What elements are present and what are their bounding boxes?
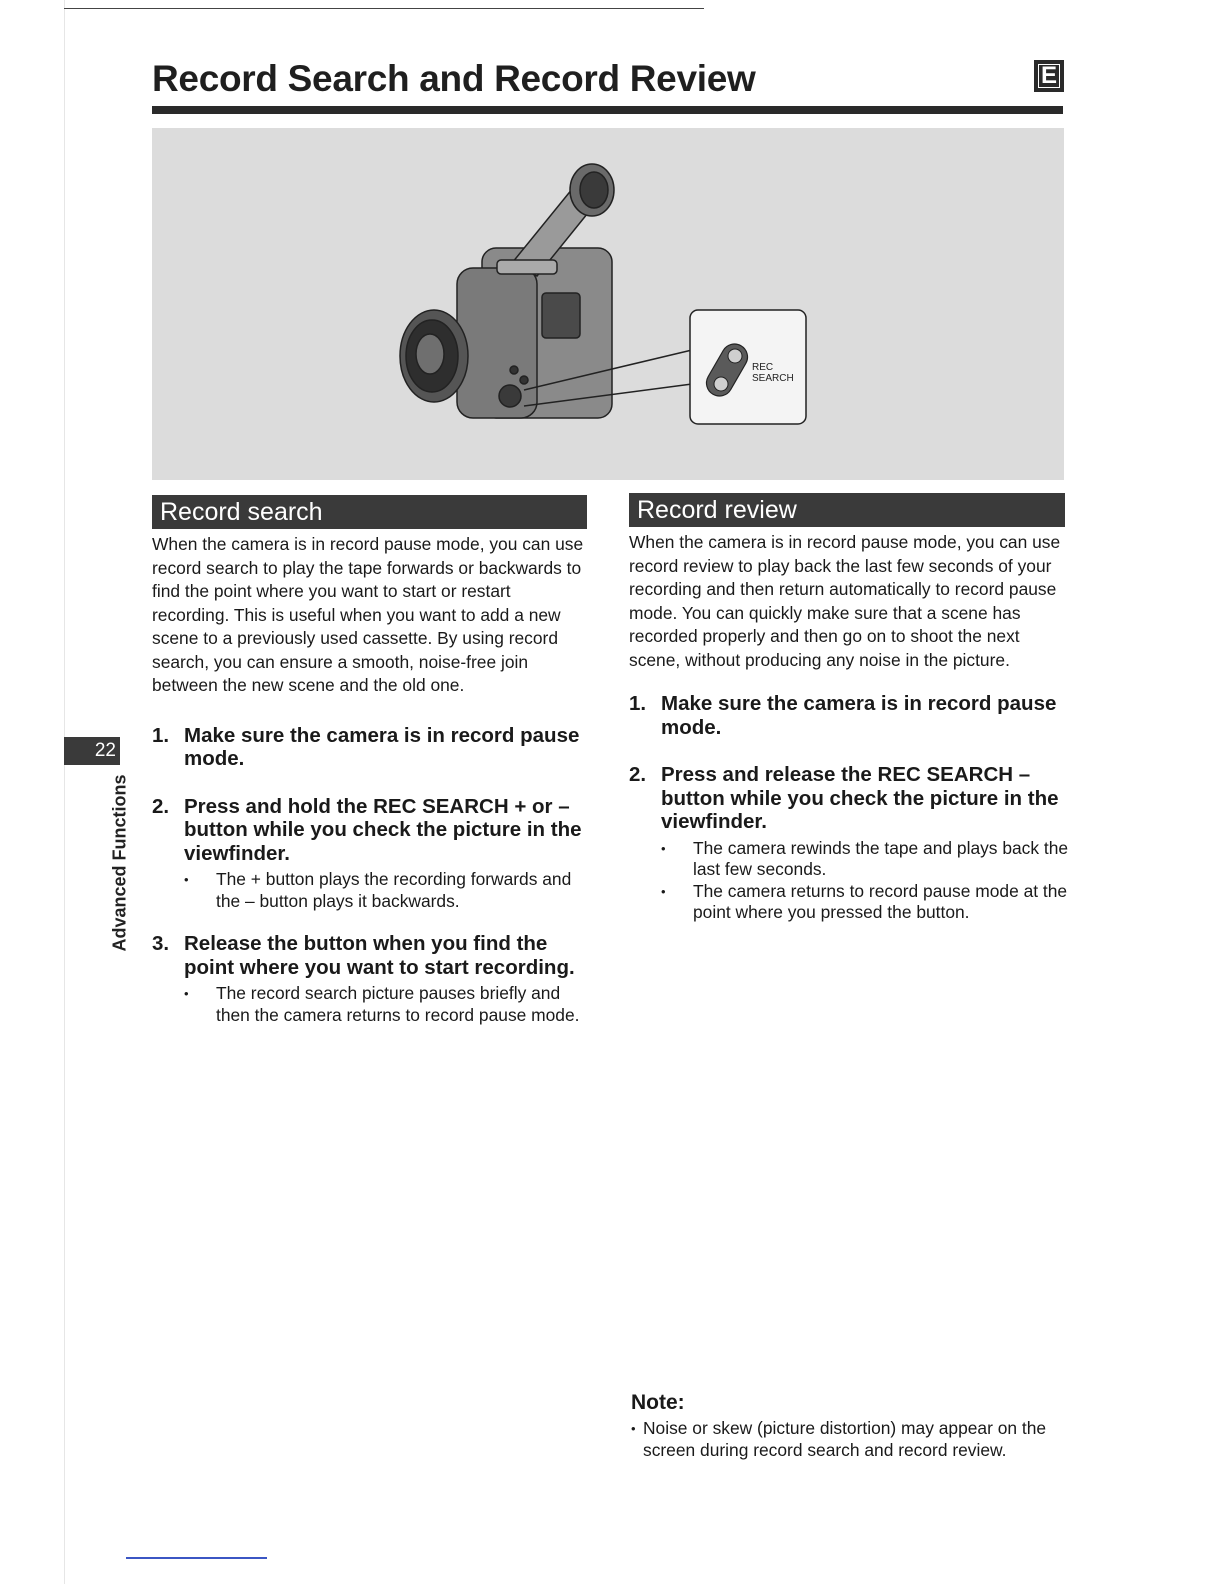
record-review-heading: Record review (629, 493, 1065, 527)
top-rule (64, 8, 704, 9)
record-search-heading: Record search (152, 495, 587, 529)
record-review-intro: When the camera is in record pause mode, you can use record review to play back the last few seconds of your recording and then return automatically to record pause mode. You can quickly make sure that a scene has recorded properly and then go on to shoot the next scene, without producing any noise in the picture. (629, 532, 1061, 670)
step-number: 2. (152, 794, 170, 818)
record-search-column (152, 533, 592, 1026)
list-item (629, 692, 1069, 739)
page-title: Record Search and Record Review (152, 58, 756, 99)
language-badge: E (1034, 60, 1064, 92)
note-bullets (631, 1418, 1071, 1461)
step-number: 2. (629, 763, 647, 786)
bullet-item: • The camera rewinds the tape and plays back the last few seconds. (661, 838, 1069, 881)
step-number: 1. (629, 692, 647, 715)
record-search-intro: When the camera is in record pause mode, you can use record search to play the tape forwards or backwards to find the point where you want to start or restart recording. This is useful when you want to add a new scene to a previously used cassette. By using record search, you can ensure a smooth, noise-free join between the new scene and the old one. (152, 534, 584, 695)
step-bullets (661, 838, 1069, 924)
title-rule (152, 106, 1063, 114)
step-text: Press and hold the REC SEARCH + or – button while you check the picture in the viewfinder. (184, 794, 582, 865)
step-text: Make sure the camera is in record pause mode. (184, 723, 580, 770)
bullet-item: • The + button plays the recording forwards and the – button plays it backwards. (184, 869, 592, 912)
step-text: Press and release the REC SEARCH – button while you check the picture in the viewfinder. (661, 763, 1059, 833)
list-item (152, 932, 592, 1026)
step-bullets (184, 869, 592, 912)
side-section-label (106, 770, 134, 956)
record-search-steps (152, 724, 592, 1027)
bullet-item: • Noise or skew (picture distortion) may appear on the screen during record search and record review. (631, 1418, 1071, 1461)
list-item (629, 763, 1069, 924)
page-number: 22 (64, 737, 120, 765)
camcorder-icon (152, 128, 1064, 480)
bottom-rule (126, 1557, 267, 1559)
bullet-item: • The record search picture pauses briefly and then the camera returns to record pause mode. (184, 983, 592, 1026)
list-item (152, 795, 592, 913)
step-bullets (184, 983, 592, 1026)
side-section-label-text: Advanced Functions (109, 774, 130, 952)
callout-label-rec: REC (752, 362, 774, 373)
record-review-column (629, 531, 1069, 924)
camcorder-illustration (152, 128, 1064, 480)
note-section (631, 1390, 1071, 1461)
bullet-item: • The camera returns to record pause mode at the point where you pressed the button. (661, 881, 1069, 924)
step-number: 3. (152, 932, 170, 955)
step-number: 1. (152, 723, 170, 747)
list-item (152, 724, 592, 771)
step-text: Make sure the camera is in record pause mode. (661, 692, 1057, 739)
note-heading: Note: (631, 1391, 685, 1414)
page-edge (64, 0, 65, 1584)
callout-label-search: SEARCH (752, 373, 794, 384)
step-text: Release the button when you find the point where you want to start recording. (184, 932, 575, 979)
record-review-steps (629, 692, 1069, 924)
